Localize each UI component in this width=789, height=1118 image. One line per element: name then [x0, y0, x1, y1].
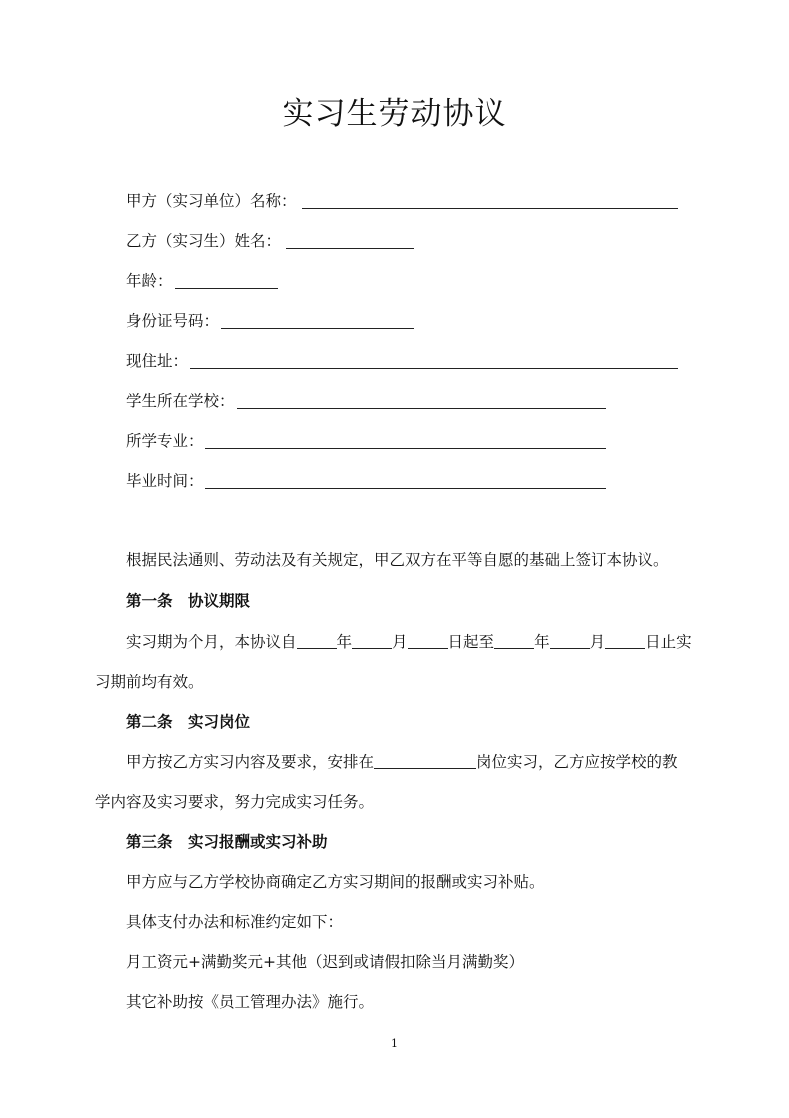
article-2-line-1 — [126, 751, 678, 773]
start-year-blank — [297, 634, 337, 649]
id-number-label: 身份证号码： — [126, 312, 220, 330]
page-number: 1 — [391, 1037, 398, 1050]
end-day-blank — [605, 634, 645, 649]
article-2-text-a: 甲方按乙方实习内容及要求，安排在 — [126, 753, 375, 771]
article-3-para-3: 月工资元+满勤奖元+其他（迟到或请假扣除当月满勤奖） — [126, 953, 524, 971]
article-3-para-2: 具体支付办法和标准约定如下： — [126, 913, 344, 931]
id-number-blank — [221, 328, 414, 329]
article-1-heading: 第一条 协议期限 — [126, 591, 251, 610]
intro-paragraph: 根据民法通则、劳动法及有关规定，甲乙双方在平等自愿的基础上签订本协议。 — [126, 551, 669, 569]
document-title: 实习生劳动协议 — [282, 96, 507, 132]
article-2-heading: 第二条 实习岗位 — [126, 712, 251, 731]
party-b-name-blank — [286, 248, 414, 249]
major-blank — [205, 448, 606, 449]
article-1-line-2: 习期前均有效。 — [95, 673, 204, 691]
article-1-text-a: 实习期为个月，本协议自 — [126, 633, 297, 651]
year-label: 年 — [534, 633, 550, 651]
major-label: 所学专业： — [126, 432, 204, 450]
article-3-para-4: 其它补助按《员工管理办法》施行。 — [126, 993, 375, 1011]
month-label: 月 — [589, 633, 606, 651]
school-label: 学生所在学校： — [126, 392, 235, 410]
graduation-blank — [205, 488, 606, 489]
day-end-label: 日止实 — [645, 633, 692, 651]
article-2-text-b: 岗位实习，乙方应按学校的教 — [476, 753, 678, 771]
year-label: 年 — [336, 633, 353, 651]
graduation-label: 毕业时间： — [126, 472, 204, 490]
start-month-blank — [352, 634, 392, 649]
article-3-para-1: 甲方应与乙方学校协商确定乙方实习期间的报酬或实习补贴。 — [126, 873, 545, 891]
address-label: 现住址： — [126, 352, 189, 370]
article-2-line-2: 学内容及实习要求，努力完成实习任务。 — [95, 793, 375, 811]
age-label: 年龄： — [126, 272, 173, 290]
school-blank — [237, 408, 606, 409]
party-a-name-blank — [302, 208, 678, 209]
end-month-blank — [550, 634, 590, 649]
party-b-name-label: 乙方（实习生）姓名： — [126, 232, 282, 250]
article-3-heading: 第三条 实习报酬或实习补助 — [126, 832, 328, 851]
month-label: 月 — [392, 633, 408, 651]
address-blank — [190, 368, 678, 369]
end-year-blank — [494, 634, 534, 649]
position-blank — [374, 754, 476, 769]
article-1-line-1 — [126, 631, 692, 653]
age-blank — [175, 288, 278, 289]
start-day-blank — [408, 634, 448, 649]
day-start-label: 日起至 — [447, 633, 495, 651]
party-a-name-label: 甲方（实习单位）名称： — [126, 192, 297, 210]
